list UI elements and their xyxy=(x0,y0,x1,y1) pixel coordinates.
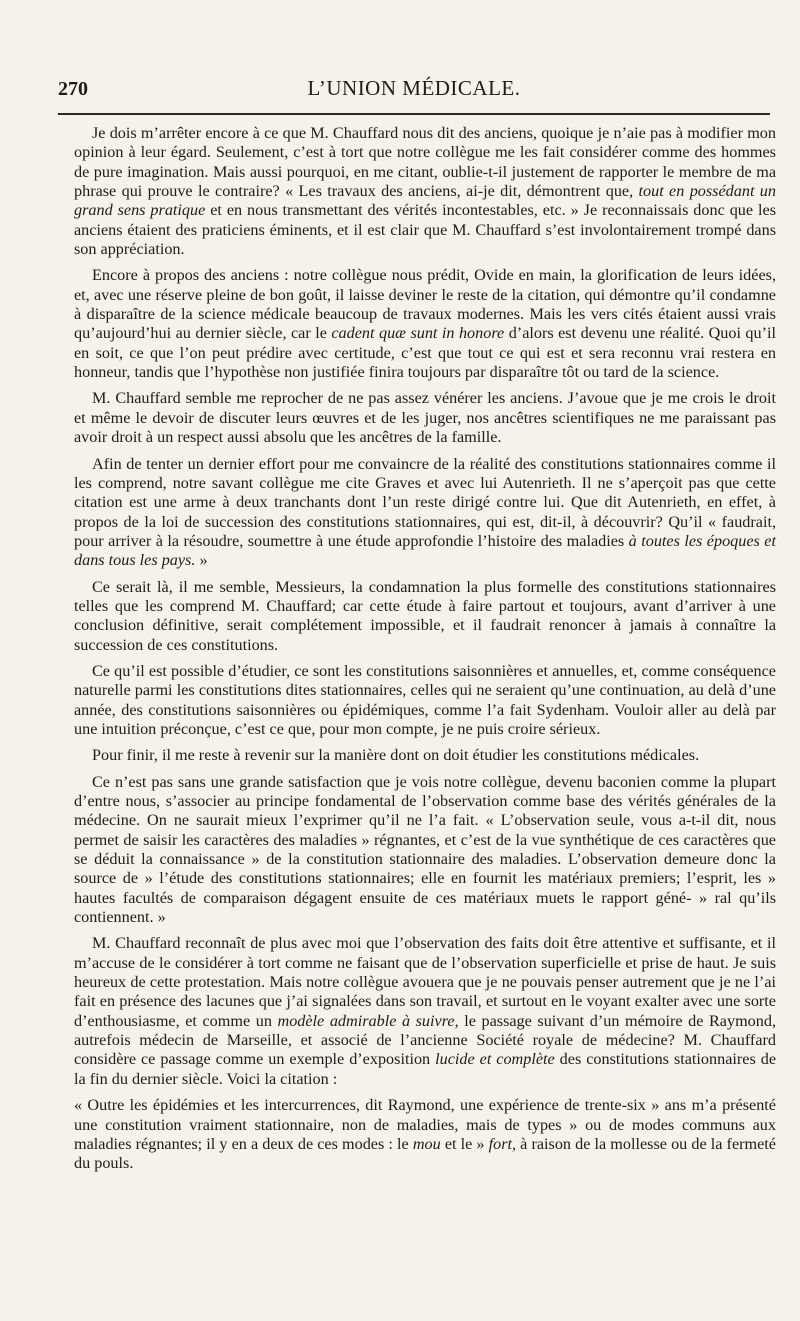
paragraph xyxy=(74,578,776,655)
text-run: Ce n’est pas sans une grande satisfaction que je vois notre collègue, devenu baconien comme la plupart d’entre nous, s’associer au principe fondamental de l’observation comme base des vérités générales de la médecine. On ne saurait mieux l’exprimer qu’il ne l’a fait. « L’observation seule, vous a-t-il dit, nous permet de saisir les caractères des maladies » régnantes, et c’est de la vue synthétique de ces caractères que se déduit la connaissance » de la constitution stationnaire des maladies. L’observation demeure donc la source de » l’étude des constitutions stationnaires; elle en fournit les matériaux premiers; l’esprit, les » hautes facultés de comparaison dégagent ensuite de ces matériaux muets le rapport géné- » ral qu’ils contiennent. » xyxy=(74,772,776,927)
text-run: et en nous transmettant des vérités incontestables, etc. » Je reconnaissais donc que les anciens étaient des praticiens éminents, et il est clair que M. Chauffard s’est involontairement trompé dans son appréciation. xyxy=(74,201,776,259)
text-run: d’alors est devenu une réalité. Quoi qu’il en soit, ce que l’on peut prédire avec certitude, c’est que tout ce qui est et sera reconnu vrai restera en honneur, tandis que l’hypothèse non justifiée finira toujours par disparaître tôt ou tard de la science. xyxy=(74,324,777,382)
text-run: M. Chauffard semble me reprocher de ne pas assez vénérer les anciens. J’avoue que je me crois le droit et même le devoir de discuter leurs œuvres et de les juger, nos ancêtres scientifiques ne me paraissant pas avoir droit à un respect aussi absolu que les ancêtres de la famille. xyxy=(74,389,776,447)
text-run: Encore à propos des anciens : notre collègue nous prédit, Ovide en main, la glorification de leurs idées, et, avec une réserve pleine de bon goût, il laisse deviner le reste de la citation, qui démontre qu’il condamne à disparaître de la science médicale beaucoup de travaux modernes. Mais les vers cités étaient aussi vrais qu’aujourd’hui au dernier siècle, car le xyxy=(74,266,776,343)
italic-phrase: modèle admirable à suivre, xyxy=(277,1011,459,1030)
text-run: et le » xyxy=(440,1134,489,1153)
text-run: à raison de la mollesse ou de la fermeté du pouls. xyxy=(74,1134,776,1173)
text-run: Afin de tenter un dernier effort pour me convaincre de la réalité des constitutions stationnaires comme il les comprend, notre savant collègue me cite Graves et avec lui Autenrieth. Il ne s’aperçoit pas que cette citation est une arme à deux tranchants dont l’un reste dirigé contre lui. Que dit Autenrieth, en effet, à propos de la loi de succession des constitutions stationnaires, qui est, dit-il, à découvrir? Qu’il « faudrait, pour arriver à la résoudre, soumettre à une étude approfondie l’histoire des maladies xyxy=(74,454,776,550)
running-title: L’UNION MÉDICALE. xyxy=(307,76,521,100)
italic-phrase: tout en possédant un grand sens pratique xyxy=(74,182,776,220)
paragraph xyxy=(74,773,776,928)
text-run: le passage suivant d’un mémoire de Raymond, autrefois médecin de Marseille, et associé de l’ancienne Société royale de médecine? M. Chauffard considère ce passage comme un exemple d’exposition xyxy=(74,1011,776,1069)
paragraph xyxy=(74,662,776,739)
article-body xyxy=(74,124,776,1181)
paragraph xyxy=(74,934,776,1089)
text-run: Je dois m’arrêter encore à ce que M. Chauffard nous dit des anciens, quoique je n’aie pas à modifier mon opinion à leur égard. Seulement, c’est à tort que notre collègue me les fait considérer comme des hommes de pure imagination. Mais aussi pourquoi, en me citant, oublie-t-il justement de rapporter le membre de ma phrase qui prouve le contraire? « Les travaux des anciens, ai-je dit, démontrent que, xyxy=(74,124,776,201)
text-run: Ce qu’il est possible d’étudier, ce sont les constitutions saisonnières et annuelles, et, comme conséquence naturelle parmi les constitutions dites stationnaires, celles qui ne seraient qu’une continuation, au delà d’une année, des constitutions saisonnières ou épidémiques, comme l’a fait Sydenham. Vouloir aller au delà par une intuition préconçue, c’est ce que, pour mon compte, je ne puis croire sérieux. xyxy=(74,661,776,738)
paragraph xyxy=(74,746,776,765)
paragraph xyxy=(74,389,776,447)
paragraph xyxy=(74,1096,776,1173)
paragraph xyxy=(74,124,776,259)
text-run: des constitutions stationnaires de la fin du dernier siècle. Voici la citation : xyxy=(74,1050,777,1088)
italic-phrase: lucide et complète xyxy=(435,1050,555,1069)
text-run: » xyxy=(195,551,208,570)
paragraph xyxy=(74,455,776,571)
page-number: 270 xyxy=(58,78,88,100)
text-run: Pour finir, il me reste à revenir sur la manière dont on doit étudier les constitutions médicales. xyxy=(92,746,700,765)
paragraph xyxy=(74,266,776,382)
text-run: « Outre les épidémies et les intercurrences, dit Raymond, une expérience de trente-six » ans m’a présenté une constitution vraiment stationnaire, non de maladies, mais de types » ou de modes communs aux maladies régnantes; il y en a deux de ces modes : le xyxy=(74,1096,776,1153)
italic-phrase: cadent quæ sunt in honore xyxy=(331,324,505,343)
header-rule xyxy=(58,113,770,115)
text-run: Ce serait là, il me semble, Messieurs, la condamnation la plus formelle des constitutions stationnaires telles que les comprend M. Chauffard; car cette étude à faire partout et toujours, avant d’arriver à une conclusion définitive, serait complétement impossible, et il faudrait renoncer à jamais à connaître la succession de ces constitutions. xyxy=(74,577,776,654)
page-header xyxy=(58,74,770,104)
text-run: M. Chauffard reconnaît de plus avec moi que l’observation des faits doit être attentive et suffisante, et il m’accuse de le considérer à tort comme ne faisant que de l’observation superficielle et prise de haut. Je suis heureux de cette protestation. Mais notre collègue avouera que je ne pouvais penser autrement que je ne l’ai fait en présence des lacunes que j’ai signalées dans son travail, et surtout en le voyant exalter avec une sorte d’enthousiasme, et comme un xyxy=(74,934,776,1030)
italic-phrase: fort, xyxy=(488,1134,517,1153)
italic-phrase: à toutes les époques et dans tous les pays. xyxy=(74,531,776,570)
italic-phrase: mou xyxy=(412,1134,441,1153)
